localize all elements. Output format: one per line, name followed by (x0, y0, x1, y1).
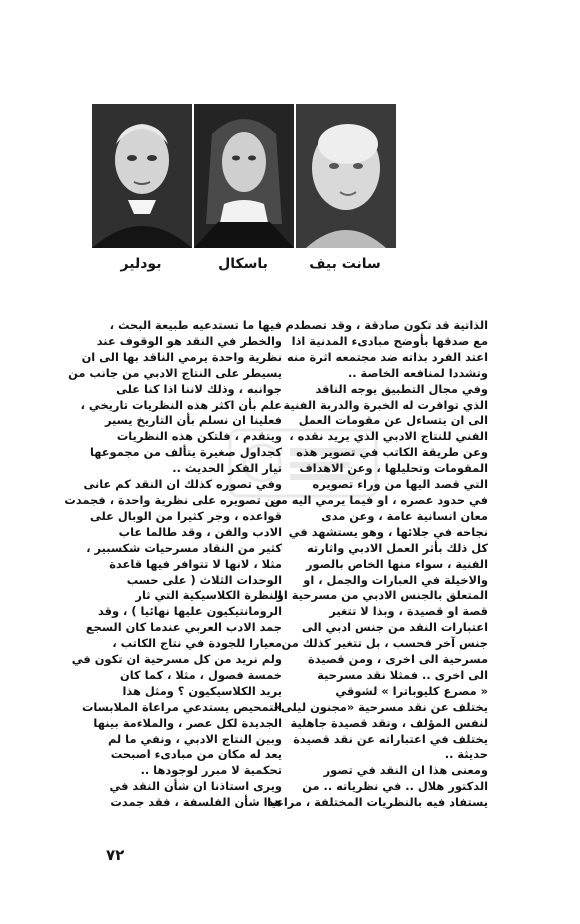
column-left-line: التمحيص يستدعي مراعاة الملابسات (81, 699, 282, 714)
column-right-line: الذي توافرت له الخبرة والدربة الفنية (283, 397, 488, 412)
column-left-line: معيارا للجودة في نتاج الكاتب ، (112, 636, 282, 651)
column-right-line: ومعنى هذا ان النقد في تصور (323, 763, 488, 778)
column-left-text (64, 318, 282, 811)
column-left-line: ولم نريد من كل مسرحية ان تكون في (71, 652, 282, 667)
portrait-caption-sainte-beuve: سانت بيف (309, 256, 381, 272)
portrait-caption-pascal: باسكال (218, 256, 268, 272)
column-left-line: قواعده ، وجر كثيرا من الوبال على (89, 508, 282, 523)
column-right-line: المتعلق بالجنس الادبي من مسرحية او (276, 588, 488, 603)
column-right-line: والاخيلة في العبارات والجمل ، او (303, 572, 488, 587)
column-left-line: فعلينا ان نسلم بأن التاريخ يسير (104, 413, 282, 428)
portrait-sainte-beuve (296, 104, 396, 248)
article-column-left (64, 318, 282, 846)
column-right-line: مع صدقها بأوضح مبادىء المدنية اذا (291, 333, 488, 348)
column-right-line: الدكتور هلال .. في نظرياته .. من (302, 779, 488, 794)
column-left-line: وفي تصوره كذلك ان النقد كم عانى (83, 477, 282, 492)
column-right-line: « مصرع كليوباترا » لشوقي (335, 683, 488, 698)
column-left-line: ويتقدم ، فلتكن هذه النظريات (116, 429, 282, 444)
column-left-line: يسيطر على النتاج الادبي من جانب من (68, 365, 282, 380)
portrait-caption-baudelaire: بودلير (120, 256, 162, 272)
portrait-pascal (194, 104, 294, 248)
column-right-line: وفي مجال التطبيق يوجه الناقد (315, 381, 488, 396)
column-left-line: كثير من النقاد مسرحيات شكسبير ، (86, 540, 282, 555)
column-right-line: اعتبارات النقد من جنس ادبي الى (301, 620, 488, 635)
portrait-baudelaire-image (92, 104, 192, 248)
column-right-line: المقومات وتحليلها ، وعن الاهداف (299, 461, 488, 476)
column-left-line: كجداول صغيرة يتألف من مجموعها (89, 445, 282, 460)
column-right-line: الى اخرى .. فمثلا نقد مسرحية (317, 667, 488, 682)
column-right-line: معان انسانية عامة ، وعن مدى (321, 508, 488, 523)
column-right-line: الذاتية قد تكون صادقة ، وقد تصطدم (285, 318, 488, 332)
column-right-line: وتشددا لمنافعه الخاصة .. (347, 365, 488, 380)
column-left-line: الرومانتيكيون عليها نهائيا ) ، وقد (97, 604, 282, 619)
portrait-baudelaire (92, 104, 192, 248)
column-right-line: يستفاد فيه بالنظريات المختلفة ، مراعيا (267, 795, 488, 810)
column-left-line: والخطر في النقد هو الوقوف عند (96, 333, 282, 348)
column-right-line: مسرحية الى اخرى ، ومن قصيدة (307, 652, 488, 667)
column-left-line: خمسة فصول ، مثلا ، كما كان (119, 667, 282, 682)
column-left-line: جوانبه ، وذلك لاننا اذا كنا على (116, 381, 282, 396)
portrait-pascal-image (194, 104, 294, 248)
article-column-right (267, 318, 488, 846)
column-left-line: نظرية واحدة يرمي الناقد بها الى ان (81, 349, 282, 364)
column-right-line: كل ذلك بأثر العمل الادبي واثارته (307, 540, 488, 555)
column-right-line: حديثة .. (444, 747, 488, 762)
column-right-text (267, 318, 488, 811)
column-right-line: يختلف في اعتباراته عن نقد قصيدة (293, 731, 488, 746)
column-left-line: يريد الكلاسيكيون ؟ ومثل هذا (122, 683, 282, 698)
column-right-line: جنس آخر فحسب ، بل تتغير كذلك من (281, 636, 488, 651)
column-right-line: التي قصد اليها من وراء تصويره (312, 477, 488, 492)
page-number: ٧٢ (106, 846, 125, 864)
column-right-line: في حدود عصره ، او فيما يرمي اليه من (270, 492, 488, 507)
column-left-line: هذا شأن الفلسفة ، فقد جمدت (110, 795, 282, 810)
column-left-line: تحكمية لا مبرر لوجودها .. (140, 763, 282, 778)
column-right-line: يختلف عن نقد مسرحية «مجنون ليلى» (273, 699, 488, 714)
column-right-line: قصة او قصيدة ، وبذا لا تتغير (329, 604, 488, 619)
column-right-line: اعتد الفرد بذاته ضد مجتمعه اثرة منه (286, 349, 488, 364)
column-left-line: ويرى استاذنا ان شأن النقد في (109, 779, 282, 794)
column-left-line: فيها ما تستدعيه طبيعة البحث ، (109, 318, 282, 332)
column-left-line: الجديدة لكل عصر ، والملاءمة بينها (93, 715, 282, 730)
column-right-line: وعن طريقة الكاتب في تصوير هذه (296, 445, 488, 460)
column-left-line: مثلا ، لانها لا تتوافر فيها قاعدة (109, 556, 282, 571)
column-left-line: يعد له مكان من مبادىء اصبحت (110, 747, 282, 762)
column-right-line: الفنية ، سواء منها الخاص بالصور (305, 556, 488, 571)
column-left-line: الادب والفن ، وقد طالما عاب (118, 524, 282, 539)
column-right-line: الى ان يتساءل عن مقومات العمل (298, 413, 488, 428)
column-left-line: النظرة الكلاسيكية التي ثار (135, 588, 282, 603)
portrait-sainte-beuve-image (296, 104, 396, 248)
column-right-line: نجاحه في جلائها ، وهو يستشهد في (288, 524, 488, 539)
column-left-line: علم بأن اكثر هذه النظريات تاريخي ، (80, 397, 282, 412)
column-left-line: جمد الادب العربي عندما كان السجع (85, 620, 282, 635)
column-right-line: الفني للنتاج الادبي الذي يريد نقده ، (289, 429, 488, 444)
column-left-line: وبين النتاج الادبي ، ونفي ما لم (108, 731, 282, 746)
column-left-line: من تصويره على نظرية واحدة ، فجمدت (64, 492, 282, 507)
column-left-line: تيار الفكر الحديث .. (172, 461, 282, 476)
column-left-line: الوحدات الثلاث ( على حسب (126, 572, 282, 587)
column-right-line: لنفس المؤلف ، ونقد قصيدة جاهلية (290, 715, 488, 730)
